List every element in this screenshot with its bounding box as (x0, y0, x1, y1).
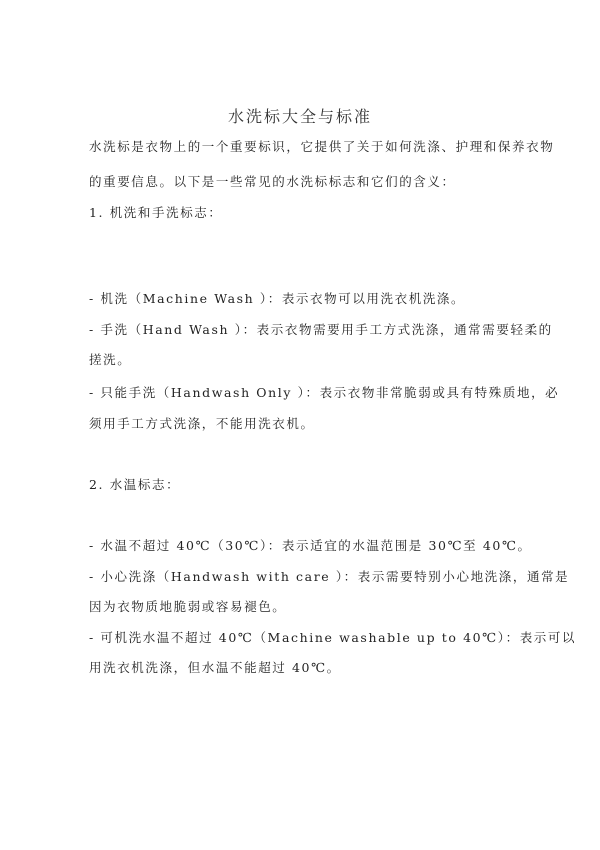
list-item-continued: 因为衣物质地脆弱或容易褪色。 (89, 599, 287, 614)
list-item: - 机洗（Machine Wash ）：表示衣物可以用洗衣机洗涤。 (89, 291, 466, 306)
list-item-continued: 须用手工方式洗涤，不能用洗衣机。 (89, 416, 315, 431)
list-item-continued: 搓洗。 (89, 352, 132, 367)
list-item: - 小心洗涤（Handwash with care ）：表示需要特别小心地洗涤，通常是 (89, 569, 570, 584)
list-item: - 只能手洗（Handwash Only ）：表示衣物非常脆弱或具有特殊质地，必 (89, 385, 560, 400)
list-item: - 水温不超过 40℃（30℃）：表示适宜的水温范围是 30℃至 40℃。 (89, 538, 532, 553)
intro-line: 的重要信息。以下是一些常见的水洗标标志和它们的含义： (89, 174, 456, 189)
intro-line: 水洗标是衣物上的一个重要标识，它提供了关于如何洗涤、护理和保养衣物 (89, 139, 555, 154)
list-item: - 可机洗水温不超过 40℃（Machine washable up to 40℃）：表示可以 (89, 630, 577, 645)
section-heading: 2. 水温标志： (89, 477, 181, 492)
section-heading: 1. 机洗和手洗标志： (89, 205, 223, 220)
document-title: 水洗标大全与标准 (227, 107, 372, 126)
list-item: - 手洗（Hand Wash ）：表示衣物需要用手工方式洗涤，通常需要轻柔的 (89, 322, 553, 337)
list-item-continued: 用洗衣机洗涤，但水温不能超过 40℃。 (89, 660, 341, 675)
